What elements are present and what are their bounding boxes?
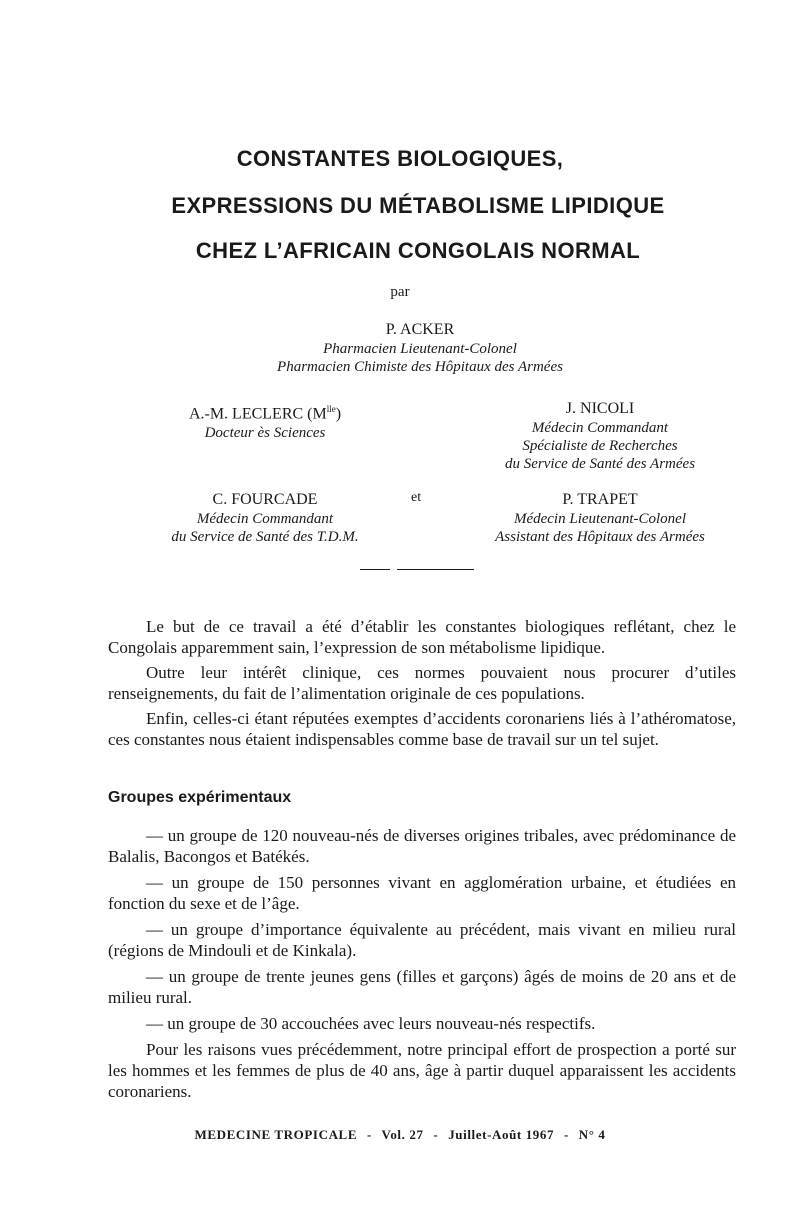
- title-line-3: CHEZ L’AFRICAIN CONGOLAIS NORMAL: [195, 238, 641, 263]
- author-name: J. NICOLI: [565, 400, 635, 417]
- author-name: A.-M. LECLERC $(M^{lle})$: [188, 404, 342, 423]
- author-leclerc: [150, 399, 380, 442]
- author-role: du Service de Santé des Armées: [504, 456, 696, 472]
- footer-volume: Vol. 27: [381, 1127, 424, 1142]
- title-line-1: CONSTANTES BIOLOGIQUES,: [236, 146, 564, 171]
- author-role: Médecin Lieutenant-Colonel: [513, 511, 687, 527]
- byline: par: [390, 284, 410, 300]
- author-role: du Service de Santé des T.D.M.: [171, 529, 359, 545]
- author-role: Assistant des Hôpitaux des Armées: [495, 529, 705, 545]
- intro-paragraph: Enfin, celles-ci étant réputées exemptes d’accidents coronariens liés à l’athéromatose, ces constantes nous étaient indispensables comme base de travail sur un tel sujet.: [108, 709, 736, 749]
- footer-separator: -: [563, 1127, 569, 1142]
- author-role: Médecin Commandant: [196, 511, 334, 527]
- section-heading: Groupes expérimentaux: [108, 789, 292, 806]
- footer-separator: -: [433, 1127, 439, 1142]
- author-role: Spécialiste de Recherches: [522, 438, 678, 454]
- intro-paragraph: Outre leur intérêt clinique, ces normes pouvaient nous procurer d’utiles renseignements, du fait de l’alimentation originale de ces populations.: [108, 663, 736, 703]
- author-role: Pharmacien Chimiste des Hôpitaux des Armées: [277, 359, 563, 375]
- author-name: P. TRAPET: [562, 491, 638, 508]
- separator-rule-short: [360, 569, 390, 570]
- journal-footer: [0, 1127, 800, 1143]
- group-item: — un groupe de 30 accouchées avec leurs nouveau-nés respectifs.: [146, 1014, 596, 1033]
- footer-journal: MEDECINE TROPICALE: [194, 1127, 358, 1142]
- author-role: Pharmacien Lieutenant-Colonel: [323, 341, 517, 357]
- intro-text: [108, 616, 736, 750]
- title-line-2: EXPRESSIONS DU MÉTABOLISME LIPIDIQUE: [171, 193, 665, 218]
- author-role: Docteur ès Sciences: [204, 425, 326, 442]
- author-name: P. ACKER: [385, 321, 455, 338]
- groups-list: [108, 825, 736, 1102]
- intro-paragraph: Le but de ce travail a été d’établir les constantes biologiques reflétant, chez le Congolais apparemment sain, l’expression de son métabolisme lipidique.: [108, 617, 736, 657]
- author-conjunction: et: [411, 490, 422, 505]
- author-trapet: [430, 490, 770, 546]
- author-acker: [200, 320, 640, 376]
- group-item: — un groupe de trente jeunes gens (filles et garçons) âgés de moins de 20 ans et de milieu rural.: [108, 967, 736, 1007]
- author-fourcade: [140, 490, 390, 546]
- footer-date: Juillet-Août 1967: [448, 1127, 555, 1142]
- closing-paragraph: Pour les raisons vues précédemment, notre principal effort de prospection a porté sur les hommes et les femmes de plus de 40 ans, âge à partir duquel apparaissent les accidents coronariens.: [108, 1040, 736, 1101]
- separator-rule-long: [397, 569, 474, 570]
- group-item: — un groupe de 120 nouveau-nés de diverses origines tribales, avec prédominance de Balalis, Bacongos et Batékés.: [108, 826, 736, 866]
- group-item: — un groupe de 150 personnes vivant en agglomération urbaine, et étudiées en fonction du sexe et de l’âge.: [108, 873, 736, 913]
- author-nicoli: [450, 399, 750, 473]
- footer-number: N° 4: [578, 1127, 606, 1142]
- footer-separator: -: [366, 1127, 372, 1142]
- author-role: Médecin Commandant: [531, 420, 669, 436]
- author-name: C. FOURCADE: [212, 491, 318, 508]
- group-item: — un groupe d’importance équivalente au précédent, mais vivant en milieu rural (régions de Mindouli et de Kinkala).: [108, 920, 736, 960]
